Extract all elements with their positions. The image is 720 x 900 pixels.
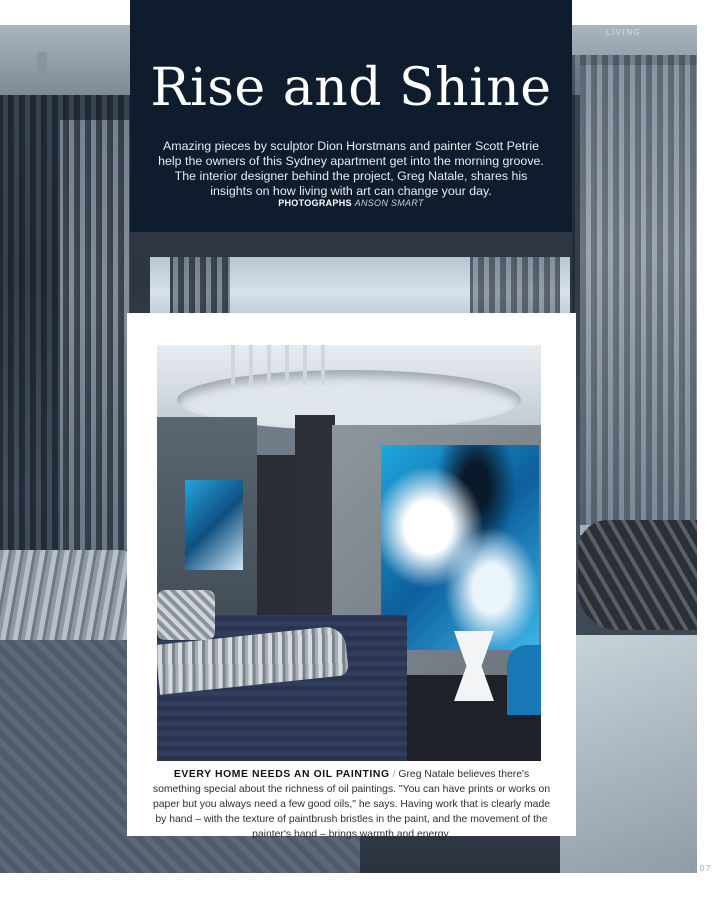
reflected-painting: [185, 480, 243, 570]
pillow: [578, 520, 697, 630]
photo-credit: [130, 198, 572, 208]
caption-separator: /: [392, 769, 396, 780]
pillow: [157, 590, 215, 640]
credit-label: PHOTOGRAPHS: [278, 198, 352, 208]
caption: [149, 767, 554, 842]
bed-sheet: [560, 635, 697, 873]
credit-name: ANSON SMART: [354, 198, 424, 208]
inset-photo-bedroom: [157, 345, 541, 761]
article-title: Rise and Shine: [150, 58, 552, 118]
section-tag: LIVING: [606, 28, 642, 37]
inset-card: [127, 313, 576, 840]
caption-body: Greg Natale believes there's something special about the richness of oil paintings. "You can have prints or works on paper but you always need a few good oils," he says. Having work that is clearly made by hand – with the texture of paintbrush bristles in the paint, and the movement of the painter's hand – brings warmth and energy.: [152, 769, 551, 840]
curtain: [572, 55, 697, 525]
page-folio: ART EDIT #2 / P107: [604, 864, 713, 873]
pendant-light: [217, 345, 337, 385]
curtain: [0, 95, 130, 565]
standfirst: Amazing pieces by sculptor Dion Horstmans and painter Scott Petrie help the owners of this Sydney apartment get into the morning groove. The interior designer behind the project, Greg Natale, shares his insights on how living with art can change your day.: [158, 139, 544, 198]
blue-chair: [507, 645, 541, 715]
caption-lead: EVERY HOME NEEDS AN OIL PAINTING: [173, 769, 390, 780]
ceiling-light: [37, 52, 47, 78]
title-panel: [130, 0, 572, 232]
